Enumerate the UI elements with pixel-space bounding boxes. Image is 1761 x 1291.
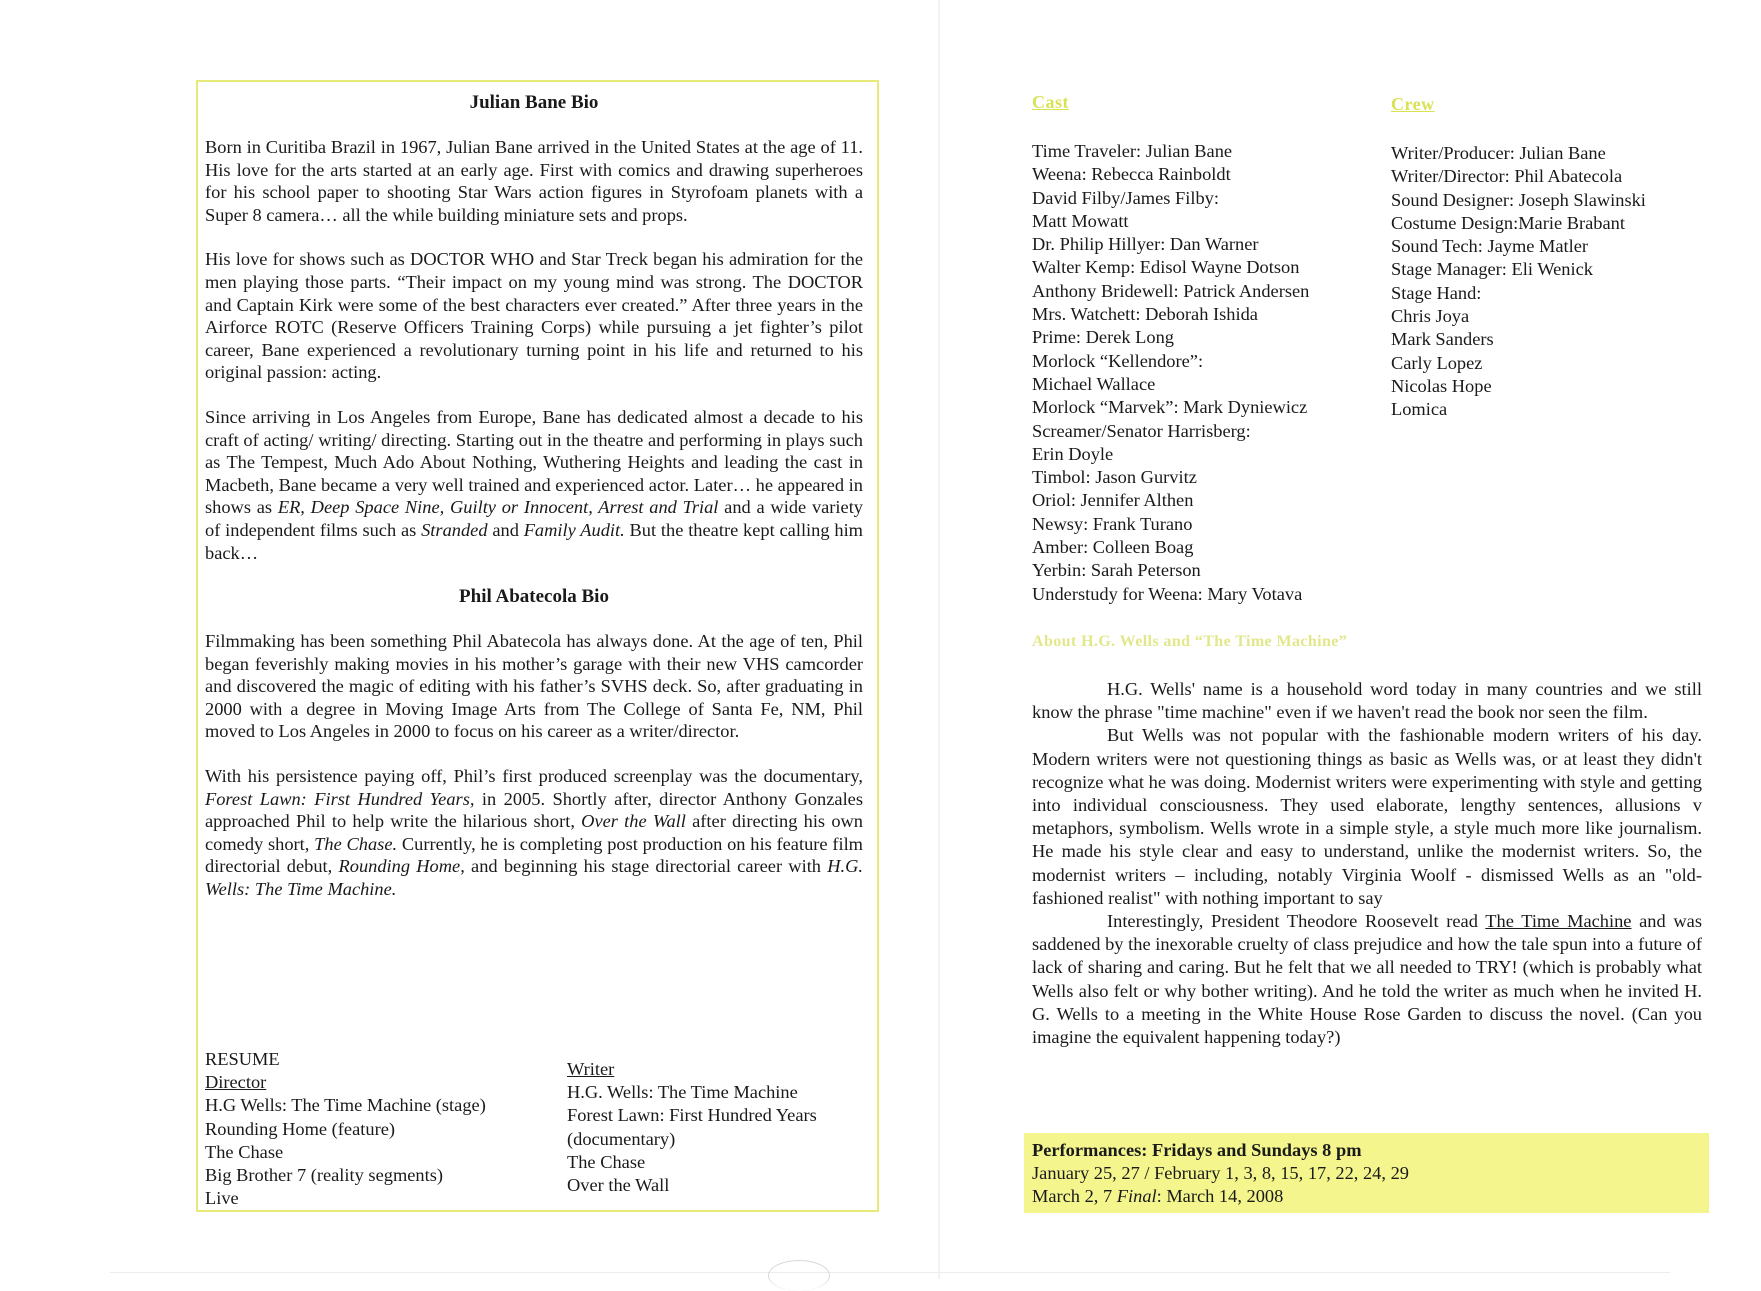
crew-item: Lomica [1391, 399, 1448, 420]
cast-item: Anthony Bridewell: Patrick Andersen [1032, 280, 1310, 301]
abatecola-bio-paragraph-2 [205, 765, 863, 901]
director-column [205, 1048, 550, 1210]
crew-item: Writer/Producer: Julian Bane [1391, 143, 1606, 163]
cast-item: Morlock “Kellendore”: [1032, 350, 1204, 371]
text-span: after directing his own comedy short, [205, 811, 863, 854]
cast-item: Time Traveler: Julian Bane [1032, 141, 1233, 161]
crew-item: Stage Hand: [1391, 282, 1482, 303]
writer-item: Over the Wall [567, 1175, 670, 1196]
text-span: Interestingly, President Theodore Roosevelt read [1107, 911, 1486, 932]
final-label: Final [1116, 1186, 1157, 1206]
cast-item: Michael Wallace [1032, 373, 1156, 394]
cast-heading: Cast [1032, 92, 1069, 112]
cast-item: Matt Mowatt [1032, 210, 1129, 231]
bane-bio-paragraph-1: Born in Curitiba Brazil in 1967, Julian Bane arrived in the United States at the age of 11. His love for the arts started at an early age. First with comics and drawing superheroes for his school paper to shooting Star Wars action figures in Styrofoam planets with a Super 8 camera… all the while building miniature sets and props. [205, 137, 863, 225]
cast-item: Morlock “Marvek”: Mark Dyniewicz [1032, 397, 1308, 418]
director-item: Rounding Home (feature) [205, 1118, 395, 1139]
film-title: Stranded [421, 519, 488, 540]
performances-dates-line-2 [1032, 1185, 1709, 1208]
film-title: Family Audit. [523, 519, 625, 540]
cast-item: Understudy for Weena: Mary Votava [1032, 583, 1303, 604]
writer-label: Writer [567, 1059, 615, 1079]
about-paragraph-2: But Wells was not popular with the fashionable modern writers of his day. Modern writers were not questioning things as basic as Wells was, or at least they didn't recognize what he was doing. Modernist writers were experimenting with style and getting into individual consciousness. They used elaborate, lengthy sentences, allusions v metaphors, symbolism. Wells wrote in a simple style, a style much more like journalism. He made his style clear and easy to understand, unlike the modernist writers. So, the modernist writers – including, notably Virginia Woolf - dismissed Wells as an "old-fashioned realist" with nothing important to say [1032, 725, 1702, 908]
text-span: and beginning his stage directorial career with [464, 856, 828, 877]
director-label: Director [205, 1072, 267, 1093]
bane-bio-paragraph-3 [205, 406, 863, 564]
crew-item: Mark Sanders [1391, 329, 1494, 350]
cast-item: Timbol: Jason Gurvitz [1032, 467, 1197, 488]
cast-item: Weena: Rebecca Rainboldt [1032, 164, 1231, 185]
about-paragraph-3 [1032, 910, 1702, 1049]
cast-item: Oriol: Jennifer Althen [1032, 490, 1194, 511]
bio-box [196, 80, 879, 1212]
writer-item: The Chase [567, 1151, 646, 1172]
about-body [1032, 678, 1702, 1049]
text-span: and a wide variety of independent films such as [205, 497, 863, 540]
book-title: The Time Machine [1485, 911, 1632, 932]
crew-heading: Crew [1391, 94, 1435, 114]
shows-italic: ER, Deep Space Nine, Guilty or Innocent, Arrest and Trial [277, 497, 719, 518]
julian-bane-bio-title: Julian Bane Bio [469, 92, 599, 113]
text-span: : March 14, 2008 [1156, 1186, 1284, 1206]
bane-bio-paragraph-2: His love for shows such as DOCTOR WHO and Star Treck began his admiration for the men playing those parts. “Their impact on my young mind was strong. The DOCTOR and Captain Kirk were some of the best characters ever created.” After three years in the Airforce ROTC (Reserve Officers Training Corps) while pursuing a jet fighter’s pilot career, Bane experienced a revolutionary turning point in his life and returned to his original passion: acting. [205, 249, 863, 383]
film-title: The Chase. [314, 833, 398, 854]
text-span: and [487, 519, 524, 540]
crew-list [1391, 142, 1721, 422]
text-span: and was saddened by the inexorable cruelty of class prejudice and how the tale spun into a future of lack of sharing and caring. But he felt that we all needed to TRY! (which is probably what Wells also felt or why bother writing). And he told the writer as much when he invited H. G. Wells to a meeting in the White House Rose Garden to discuss the novel. (Can you imagine the equivalent happening today?) [1032, 911, 1702, 1048]
writer-item: (documentary) [567, 1128, 676, 1149]
director-item: H.G Wells: The Time Machine (stage) [205, 1095, 486, 1116]
text-span: Currently, he is completing post production on his feature film directorial debut, [205, 833, 863, 877]
crew-item: Sound Tech: Jayme Matler [1391, 236, 1589, 257]
writer-item: Forest Lawn: First Hundred Years [567, 1105, 817, 1126]
text-span: Since arriving in Los Angeles from Europe, Bane has dedicated almost a decade to his craft of acting/ writing/ directing. Starting out in the theatre and performing in plays such as The Tempest, Much Ado About Nothing, Wuthering Heights and leading the cast in Macbeth, Bane became a very well trained and experienced actor. Later… he appeared in shows as [205, 406, 863, 518]
crew-item: Sound Designer: Joseph Slawinski [1391, 189, 1646, 210]
about-heading: About H.G. Wells and “The Time Machine” [1032, 633, 1348, 650]
writer-column [567, 1058, 867, 1197]
cast-list [1032, 140, 1382, 606]
right-page [940, 0, 1761, 1279]
film-title: Rounding Home, [338, 856, 465, 877]
performances-box [1024, 1133, 1709, 1213]
director-item: Big Brother 7 (reality segments) [205, 1165, 444, 1186]
resume-section [205, 1048, 865, 1208]
performances-title: Performances: Fridays and Sundays 8 pm [1032, 1140, 1362, 1160]
crew-item: Nicolas Hope [1391, 375, 1492, 396]
crew-item: Chris Joya [1391, 306, 1470, 327]
director-item: Live [205, 1188, 239, 1209]
phil-abatecola-bio-title: Phil Abatecola Bio [459, 586, 609, 608]
film-title: Forest Lawn: First Hundred Years, [205, 788, 475, 809]
cast-item: Mrs. Watchett: Deborah Ishida [1032, 304, 1258, 325]
text-span: in 2005. Shortly after, director Anthony Gonzales approached Phil to help write the hilarious short, [205, 788, 863, 832]
cast-item: Walter Kemp: Edisol Wayne Dotson [1032, 257, 1300, 278]
crew-item: Stage Manager: Eli Wenick [1391, 259, 1593, 280]
film-title: H.G. Wells: The Time Machine. [205, 856, 864, 900]
cast-item: Prime: Derek Long [1032, 327, 1174, 348]
text-span: With his persistence paying off, Phil’s first produced screenplay was the documentary, [205, 766, 863, 787]
text-span: But the theatre kept calling him back… [205, 519, 863, 563]
cast-item: David Filby/James Filby: [1032, 187, 1219, 208]
performances-dates-line-1: January 25, 27 / February 1, 3, 8, 15, 17, 22, 24, 29 [1032, 1163, 1409, 1183]
bottom-edge-line [110, 1272, 1670, 1273]
cast-item: Erin Doyle [1032, 443, 1114, 464]
abatecola-bio-paragraph-1: Filmmaking has been something Phil Abatecola has always done. At the age of ten, Phil began feverishly making movies in his mother’s garage with their new VHS camcorder and discovered the magic of editing with his father’s SVHS deck. So, after graduating in 2000 with a degree in Moving Image Arts from The College of Santa Fe, NM, Phil moved to Los Angeles in 2000 to focus on his career as a writer/director. [205, 631, 863, 742]
writer-item: H.G. Wells: The Time Machine [567, 1082, 798, 1103]
crew-item: Carly Lopez [1391, 352, 1483, 373]
crew-item: Costume Design:Marie Brabant [1391, 212, 1625, 233]
cast-item: Yerbin: Sarah Peterson [1032, 560, 1201, 581]
cast-item: Newsy: Frank Turano [1032, 513, 1193, 534]
crew-item: Writer/Director: Phil Abatecola [1391, 166, 1623, 187]
text-span: March 2, 7 [1032, 1186, 1117, 1206]
resume-label: RESUME [205, 1049, 280, 1069]
film-title: Over the Wall [581, 811, 686, 832]
cast-item: Screamer/Senator Harrisberg: [1032, 420, 1251, 441]
about-paragraph-1: H.G. Wells' name is a household word today in many countries and we still know the phrase "time machine" even if we haven't read the book nor seen the film. [1032, 679, 1702, 723]
cast-item: Amber: Colleen Boag [1032, 537, 1194, 558]
binding-mark [768, 1260, 830, 1291]
cast-item: Dr. Philip Hillyer: Dan Warner [1032, 234, 1259, 255]
director-item: The Chase [205, 1141, 284, 1162]
